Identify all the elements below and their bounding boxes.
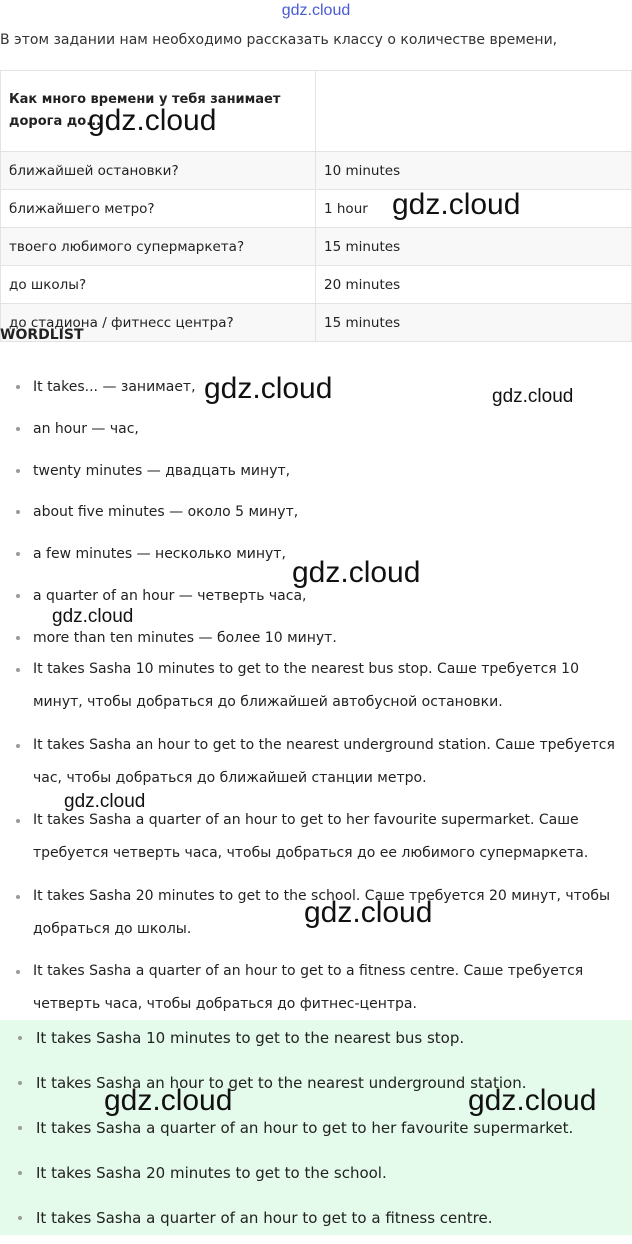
- intro-text: В этом задании нам необходимо рассказать классу о количестве времени,: [0, 32, 558, 48]
- table-cell-time: 15 minutes: [316, 304, 632, 342]
- table-row: [1, 266, 632, 304]
- list-item: It takes... — занимает,: [0, 373, 632, 415]
- answer-item: It takes Sasha a quarter of an hour to get to her favourite supermarket.: [0, 1109, 632, 1154]
- table-cell-destination: до школы?: [1, 266, 316, 304]
- table-cell-time: 20 minutes: [316, 266, 632, 304]
- watermark: gdz.cloud: [104, 1084, 233, 1117]
- list-item: a quarter of an hour — четверть часа,: [0, 582, 632, 624]
- wordlist-title: WORDLIST: [0, 327, 84, 343]
- watermark: gdz.cloud: [52, 606, 134, 627]
- table-cell-destination: ближайшего метро?: [1, 190, 316, 228]
- sentence-item: It takes Sasha 20 minutes to get to the school. Саше требуется 20 минут, чтобы добраться до школы.: [0, 880, 632, 956]
- table-row: [1, 304, 632, 342]
- list-item: more than ten minutes — более 10 минут.: [0, 624, 632, 666]
- table-cell-destination: ближайшей остановки?: [1, 152, 316, 190]
- table-row: [1, 228, 632, 266]
- answer-item: It takes Sasha a quarter of an hour to get to a fitness centre.: [0, 1199, 632, 1244]
- sentence-item: It takes Sasha 10 minutes to get to the nearest bus stop. Саше требуется 10 минут, чтобы добраться до ближайшей автобусной остановки.: [0, 653, 632, 729]
- list-item: twenty minutes — двадцать минут,: [0, 457, 632, 499]
- watermark: gdz.cloud: [64, 791, 146, 812]
- table-header-row: [1, 71, 632, 152]
- watermark: gdz.cloud: [304, 896, 433, 929]
- table-row: [1, 152, 632, 190]
- table-cell-destination: твоего любимого супермаркета?: [1, 228, 316, 266]
- table-header-cell: Как много времени у тебя занимает дорога до...: [1, 71, 316, 152]
- table-cell-time: 1 hour: [316, 190, 632, 228]
- table-cell-destination: до стадиона / фитнесс центра?: [1, 304, 316, 342]
- watermark: gdz.cloud: [88, 104, 217, 137]
- sentence-item: It takes Sasha a quarter of an hour to get to a fitness centre. Саше требуется четверть часа, чтобы добраться до фитнес-центра.: [0, 955, 632, 1031]
- site-logo[interactable]: gdz.cloud: [281, 2, 351, 19]
- answer-item: It takes Sasha an hour to get to the nearest underground station.: [0, 1064, 632, 1109]
- watermark: gdz.cloud: [204, 372, 333, 405]
- answer-list: [0, 1019, 632, 1244]
- table-row: [1, 190, 632, 228]
- travel-time-table: [0, 70, 632, 342]
- watermark: gdz.cloud: [292, 556, 421, 589]
- watermark: gdz.cloud: [392, 188, 521, 221]
- answer-item: It takes Sasha 20 minutes to get to the school.: [0, 1154, 632, 1199]
- sentence-item: It takes Sasha an hour to get to the nearest underground station. Саше требуется час, чтобы добраться до ближайшей станции метро.: [0, 729, 632, 805]
- wordlist: [0, 373, 632, 666]
- answer-item: It takes Sasha 10 minutes to get to the nearest bus stop.: [0, 1019, 632, 1064]
- watermark: gdz.cloud: [468, 1084, 597, 1117]
- table-header-cell: [316, 71, 632, 152]
- example-sentences: [0, 653, 632, 1031]
- table-cell-time: 10 minutes: [316, 152, 632, 190]
- table-cell-time: 15 minutes: [316, 228, 632, 266]
- sentence-item: It takes Sasha a quarter of an hour to get to her favourite supermarket. Саше требуется четверть часа, чтобы добраться до ее любимого супермаркета.: [0, 804, 632, 880]
- watermark: gdz.cloud: [492, 386, 574, 407]
- list-item: a few minutes — несколько минут,: [0, 540, 632, 582]
- list-item: an hour — час,: [0, 415, 632, 457]
- list-item: about five minutes — около 5 минут,: [0, 498, 632, 540]
